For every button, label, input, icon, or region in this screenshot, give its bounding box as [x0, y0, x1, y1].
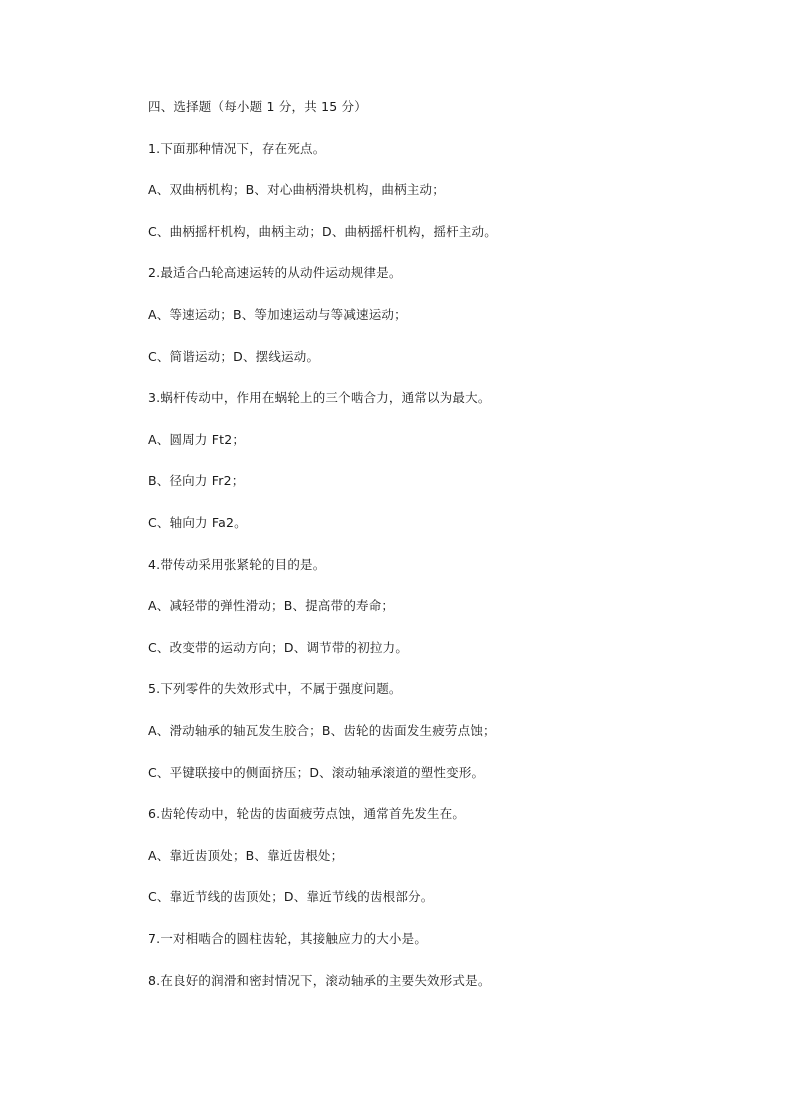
question-4-option-line: C、改变带的运动方向；D、调节带的初拉力。 — [148, 640, 409, 655]
question-1-option-line: A、双曲柄机构；B、对心曲柄滑块机构，曲柄主动； — [148, 182, 445, 197]
question-1-stem: 1.下面那种情况下，存在死点。 — [148, 141, 326, 156]
question-6-stem: 6.齿轮传动中，轮齿的齿面疲劳点蚀，通常首先发生在。 — [148, 806, 466, 821]
question-5-option-line: C、平键联接中的侧面挤压；D、滚动轴承滚道的塑性变形。 — [148, 765, 485, 780]
question-5-stem: 5.下列零件的失效形式中，不属于强度问题。 — [148, 681, 402, 696]
question-3-option-line: C、轴向力 Fa2。 — [148, 515, 247, 530]
question-6-option-line: A、靠近齿顶处；B、靠近齿根处； — [148, 848, 344, 863]
question-2-option-line: A、等速运动；B、等加速运动与等减速运动； — [148, 307, 407, 322]
question-3-option-line: A、圆周力 Ft2； — [148, 432, 246, 447]
question-8-stem: 8.在良好的润滑和密封情况下，滚动轴承的主要失效形式是。 — [148, 973, 491, 988]
question-4-stem: 4.带传动采用张紧轮的目的是。 — [148, 557, 326, 572]
section-title: 四、选择题（每小题 1 分，共 15 分） — [148, 99, 367, 114]
question-3-option-line: B、径向力 Fr2； — [148, 473, 245, 488]
question-5-option-line: A、滑动轴承的轴瓦发生胶合；B、齿轮的齿面发生疲劳点蚀； — [148, 723, 496, 738]
question-1-option-line: C、曲柄摇杆机构，曲柄主动；D、曲柄摇杆机构，摇杆主动。 — [148, 224, 497, 239]
question-4-option-line: A、减轻带的弹性滑动；B、提高带的寿命； — [148, 598, 395, 613]
question-2-option-line: C、简谐运动；D、摆线运动。 — [148, 349, 320, 364]
question-6-option-line: C、靠近节线的齿顶处；D、靠近节线的齿根部分。 — [148, 889, 434, 904]
question-3-stem: 3.蜗杆传动中，作用在蜗轮上的三个啮合力，通常以为最大。 — [148, 390, 491, 405]
question-2-stem: 2.最适合凸轮高速运转的从动件运动规律是。 — [148, 265, 402, 280]
question-7-stem: 7.一对相啮合的圆柱齿轮，其接触应力的大小是。 — [148, 931, 428, 946]
